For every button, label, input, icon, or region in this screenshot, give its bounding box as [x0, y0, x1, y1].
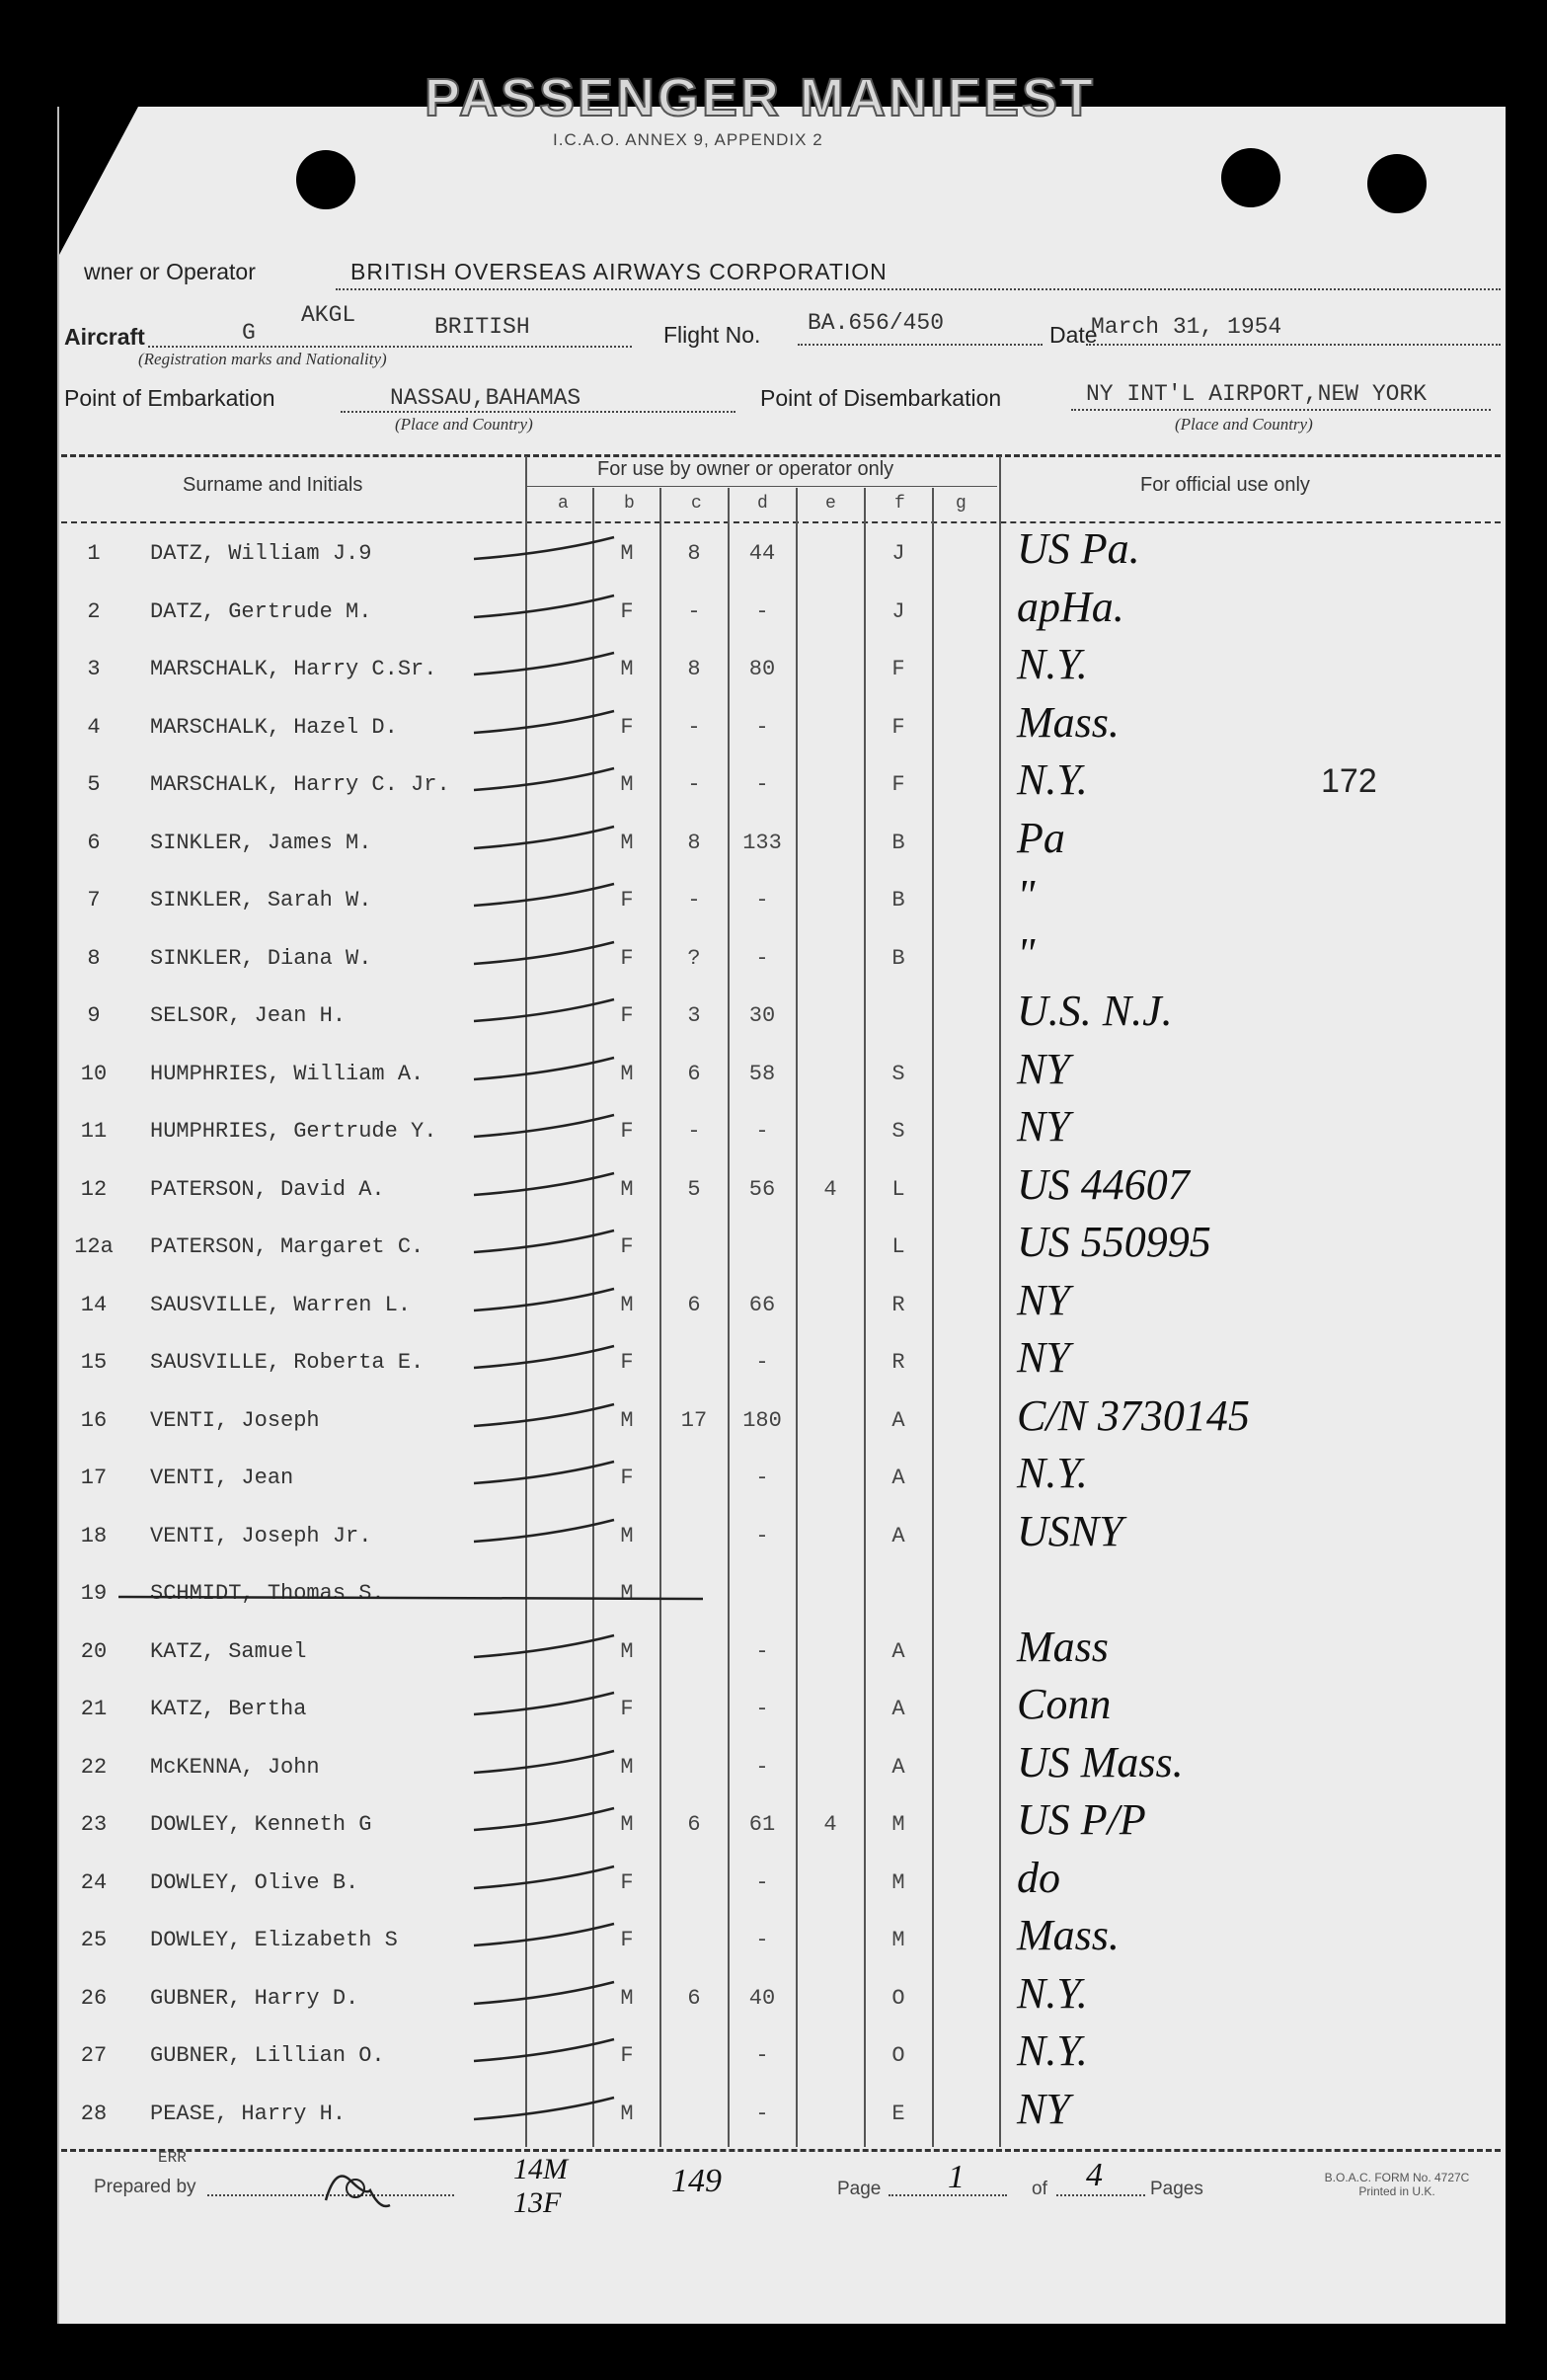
check-stroke — [474, 1346, 614, 1368]
official-note: US P/P — [1017, 1795, 1146, 1844]
cell-c: - — [755, 1466, 769, 1490]
passenger-name: PATERSON, Margaret C. — [150, 1234, 425, 1259]
cell-a-sex: F — [620, 715, 634, 740]
cell-a-sex: F — [620, 1928, 634, 1952]
official-note: Conn — [1017, 1680, 1112, 1728]
subcol-g: g — [956, 494, 967, 514]
column-header-owner: For use by owner or operator only — [597, 458, 894, 480]
row-number: 12a — [74, 1234, 114, 1259]
row-number: 19 — [80, 1581, 108, 1606]
disembarkation-note: (Place and Country) — [1175, 415, 1313, 434]
cell-f: A — [891, 1697, 905, 1721]
document-subtitle: I.C.A.O. ANNEX 9, APPENDIX 2 — [553, 130, 823, 149]
subcol-f: f — [894, 494, 905, 514]
cell-f: L — [891, 1234, 905, 1259]
row-number: 12 — [80, 1177, 108, 1202]
date-value: March 31, 1954 — [1091, 314, 1282, 340]
row-number: 8 — [87, 946, 101, 971]
cell-c: - — [755, 1755, 769, 1780]
cell-f: B — [891, 946, 905, 971]
cell-b: 8 — [687, 657, 701, 681]
passenger-name: SAUSVILLE, Warren L. — [150, 1293, 412, 1317]
passenger-name: MARSCHALK, Harry C.Sr. — [150, 657, 437, 681]
cell-a-sex: M — [620, 1524, 634, 1548]
official-note: US Pa. — [1017, 524, 1140, 573]
column-header-name: Surname and Initials — [183, 474, 363, 496]
cell-f: M — [891, 1870, 905, 1895]
passenger-name: HUMPHRIES, Gertrude Y. — [150, 1119, 437, 1144]
check-stroke — [474, 711, 614, 733]
cell-a-sex: F — [620, 599, 634, 624]
cell-a-sex: M — [620, 541, 634, 566]
official-note: N.Y. — [1017, 1449, 1088, 1497]
cell-a-sex: M — [620, 1755, 634, 1780]
official-note: " — [1017, 929, 1036, 978]
cell-b: 6 — [687, 1986, 701, 2011]
cell-a-sex: M — [620, 1408, 634, 1433]
cell-c: - — [755, 1639, 769, 1664]
cell-c: 133 — [742, 831, 782, 855]
passenger-name: McKENNA, John — [150, 1755, 320, 1780]
check-stroke — [474, 1982, 614, 2004]
official-note: N.Y. — [1017, 640, 1088, 688]
cell-a-sex: M — [620, 1812, 634, 1837]
cell-f: A — [891, 1408, 905, 1433]
check-stroke — [474, 1808, 614, 1830]
aircraft-reg-prefix: G — [242, 320, 256, 346]
cell-a-sex: M — [620, 1986, 634, 2011]
cell-a-sex: F — [620, 1003, 634, 1028]
official-note: N.Y. — [1017, 2026, 1088, 2075]
passenger-name: DATZ, Gertrude M. — [150, 599, 372, 624]
total-pages: 4 — [1086, 2157, 1103, 2193]
cell-f: A — [891, 1639, 905, 1664]
cell-c: 61 — [748, 1812, 776, 1837]
check-stroke — [474, 999, 614, 1021]
row-number: 23 — [80, 1812, 108, 1837]
check-stroke — [474, 1173, 614, 1195]
passenger-name: SINKLER, Sarah W. — [150, 888, 372, 912]
cell-c: 180 — [742, 1408, 782, 1433]
disembarkation-value: NY INT'L AIRPORT,NEW YORK — [1086, 381, 1428, 407]
aircraft-nationality: BRITISH — [434, 314, 530, 340]
passenger-name: DOWLEY, Kenneth G — [150, 1812, 372, 1837]
cell-b: - — [687, 599, 701, 624]
signature-scrawl — [316, 2161, 395, 2220]
of-label: of — [1032, 2179, 1047, 2199]
subcol-b: b — [624, 494, 635, 514]
passenger-name: HUMPHRIES, William A. — [150, 1062, 425, 1086]
aircraft-note: (Registration marks and Nationality) — [138, 350, 387, 368]
cell-d: 4 — [823, 1177, 837, 1202]
cell-f: O — [891, 1986, 905, 2011]
cell-f: S — [891, 1119, 905, 1144]
passenger-name: DOWLEY, Elizabeth S — [150, 1928, 398, 1952]
passenger-name: VENTI, Joseph Jr. — [150, 1524, 372, 1548]
cell-a-sex: F — [620, 888, 634, 912]
official-note: NY — [1017, 2085, 1070, 2133]
cell-f: A — [891, 1524, 905, 1548]
passenger-name: SINKLER, Diana W. — [150, 946, 372, 971]
disembarkation-label: Point of Disembarkation — [760, 385, 1002, 411]
cell-a-sex: F — [620, 2043, 634, 2068]
date-label: Date — [1049, 322, 1098, 348]
cell-c: - — [755, 599, 769, 624]
cell-a-sex: M — [620, 1639, 634, 1664]
aircraft-label: Aircraft — [64, 324, 145, 350]
cell-c: - — [755, 946, 769, 971]
subcol-a: a — [558, 494, 569, 514]
official-note: Mass. — [1017, 1911, 1120, 1959]
official-note: NY — [1017, 1045, 1070, 1093]
check-stroke — [474, 1520, 614, 1542]
official-note: N.Y. — [1017, 755, 1088, 804]
cell-f: R — [891, 1350, 905, 1375]
cell-a-sex: F — [620, 1697, 634, 1721]
official-note: do — [1017, 1854, 1060, 1902]
check-stroke — [474, 1751, 614, 1773]
check-stroke — [474, 2098, 614, 2119]
initials: ERR — [158, 2149, 187, 2167]
cell-b: ? — [687, 946, 701, 971]
official-note: C/N 3730145 — [1017, 1391, 1250, 1440]
row-number: 15 — [80, 1350, 108, 1375]
official-note: NY — [1017, 1102, 1070, 1150]
cell-a-sex: M — [620, 657, 634, 681]
row-number: 28 — [80, 2102, 108, 2126]
passenger-name: GUBNER, Lillian O. — [150, 2043, 385, 2068]
check-stroke — [474, 595, 614, 617]
owner-value: BRITISH OVERSEAS AIRWAYS CORPORATION — [350, 259, 888, 284]
prepared-by-label: Prepared by — [94, 2177, 196, 2197]
check-stroke — [474, 537, 614, 559]
official-note: N.Y. — [1017, 1969, 1088, 2018]
cell-c: - — [755, 1697, 769, 1721]
cell-f: L — [891, 1177, 905, 1202]
cell-c: 58 — [748, 1062, 776, 1086]
row-number: 7 — [87, 888, 101, 912]
cell-b: 17 — [680, 1408, 708, 1433]
cell-b: 8 — [687, 831, 701, 855]
passenger-name: SAUSVILLE, Roberta E. — [150, 1350, 425, 1375]
cell-b: 6 — [687, 1812, 701, 1837]
passenger-name: SELSOR, Jean H. — [150, 1003, 347, 1028]
cell-a-sex: F — [620, 1234, 634, 1259]
cell-f: S — [891, 1062, 905, 1086]
form-number — [1293, 2171, 1501, 2198]
row-number: 5 — [87, 772, 101, 797]
cell-c: - — [755, 2043, 769, 2068]
passenger-name: GUBNER, Harry D. — [150, 1986, 359, 2011]
cell-a-sex: F — [620, 1350, 634, 1375]
passenger-name: VENTI, Joseph — [150, 1408, 320, 1433]
cell-f: B — [891, 888, 905, 912]
cell-c: - — [755, 1524, 769, 1548]
check-stroke — [474, 884, 614, 906]
cell-b: 3 — [687, 1003, 701, 1028]
cell-c: - — [755, 888, 769, 912]
cell-c: - — [755, 2102, 769, 2126]
check-stroke — [474, 1635, 614, 1657]
row-number: 26 — [80, 1986, 108, 2011]
page-number: 1 — [948, 2159, 965, 2195]
subcol-e: e — [825, 494, 836, 514]
official-note: Mass. — [1017, 698, 1120, 747]
document-title: PASSENGER MANIFEST — [424, 68, 1097, 127]
cell-f: A — [891, 1755, 905, 1780]
embarkation-note: (Place and Country) — [395, 415, 533, 434]
check-stroke — [474, 1866, 614, 1888]
passenger-name: PATERSON, David A. — [150, 1177, 385, 1202]
cell-b: - — [687, 888, 701, 912]
cell-c: 56 — [748, 1177, 776, 1202]
cell-f: A — [891, 1466, 905, 1490]
row-number: 20 — [80, 1639, 108, 1664]
embarkation-value: NASSAU,BAHAMAS — [390, 385, 581, 411]
cell-b: 5 — [687, 1177, 701, 1202]
cell-c: - — [755, 1870, 769, 1895]
check-stroke — [474, 1058, 614, 1079]
embarkation-label: Point of Embarkation — [64, 385, 275, 411]
cell-f: M — [891, 1928, 905, 1952]
row-number: 6 — [87, 831, 101, 855]
cell-c: 30 — [748, 1003, 776, 1028]
subcol-d: d — [757, 494, 768, 514]
cell-c: - — [755, 1928, 769, 1952]
row-number: 21 — [80, 1697, 108, 1721]
cell-f: O — [891, 2043, 905, 2068]
check-stroke — [474, 768, 614, 790]
cell-a-sex: M — [620, 1177, 634, 1202]
row-number: 1 — [87, 541, 101, 566]
cell-a-sex: M — [620, 2102, 634, 2126]
cell-c: - — [755, 1350, 769, 1375]
strike-through-line — [118, 1597, 703, 1599]
cell-c: 66 — [748, 1293, 776, 1317]
check-stroke — [474, 942, 614, 964]
form-number-line-2: Printed in U.K. — [1358, 2184, 1435, 2198]
passenger-name: PEASE, Harry H. — [150, 2102, 347, 2126]
official-note: Mass — [1017, 1623, 1109, 1671]
row-number: 17 — [80, 1466, 108, 1490]
check-stroke — [474, 1924, 614, 1945]
table-bottom-rule — [61, 2149, 1501, 2152]
row-number: 25 — [80, 1928, 108, 1952]
check-stroke — [474, 1115, 614, 1137]
official-note: Pa — [1017, 814, 1065, 862]
cell-b: 6 — [687, 1293, 701, 1317]
row-number: 11 — [80, 1119, 108, 1144]
cell-c: 40 — [748, 1986, 776, 2011]
official-note: US 550995 — [1017, 1218, 1211, 1266]
flight-number: BA.656/450 — [808, 310, 945, 336]
check-stroke — [474, 1404, 614, 1426]
cell-a-sex: F — [620, 1119, 634, 1144]
cell-a-sex: M — [620, 1293, 634, 1317]
flight-label: Flight No. — [663, 322, 761, 348]
cell-f: J — [891, 541, 905, 566]
page-label: Page — [837, 2179, 882, 2199]
cell-f: F — [891, 657, 905, 681]
tally-male: 14M — [513, 2153, 568, 2185]
cell-f: R — [891, 1293, 905, 1317]
tally-female: 13F — [513, 2186, 562, 2219]
official-note: apHa. — [1017, 583, 1124, 631]
cell-c: 80 — [748, 657, 776, 681]
row-number: 24 — [80, 1870, 108, 1895]
passenger-name: DOWLEY, Olive B. — [150, 1870, 359, 1895]
form-number-line-1: B.O.A.C. FORM No. 4727C — [1324, 2171, 1470, 2184]
row-number: 27 — [80, 2043, 108, 2068]
cell-a-sex: F — [620, 1870, 634, 1895]
check-stroke — [474, 827, 614, 848]
passenger-name: MARSCHALK, Harry C. Jr. — [150, 772, 450, 797]
cell-b: 8 — [687, 541, 701, 566]
pages-label: Pages — [1150, 2179, 1203, 2199]
check-stroke — [474, 1693, 614, 1714]
row-number: 22 — [80, 1755, 108, 1780]
cell-f: E — [891, 2102, 905, 2126]
row-number: 16 — [80, 1408, 108, 1433]
cell-d: 4 — [823, 1812, 837, 1837]
official-note: NY — [1017, 1276, 1070, 1324]
check-stroke — [474, 653, 614, 674]
cell-c: 44 — [748, 541, 776, 566]
cell-a-sex: F — [620, 946, 634, 971]
cell-c: - — [755, 715, 769, 740]
passenger-name: SINKLER, James M. — [150, 831, 372, 855]
subcol-c: c — [691, 494, 702, 514]
cell-f: F — [891, 715, 905, 740]
cell-c: - — [755, 1119, 769, 1144]
page-stamp-number: 172 — [1321, 762, 1377, 800]
cell-a-sex: M — [620, 831, 634, 855]
cell-a-sex: M — [620, 772, 634, 797]
row-number: 3 — [87, 657, 101, 681]
check-stroke — [474, 1230, 614, 1252]
official-note: US Mass. — [1017, 1738, 1184, 1786]
cell-b: - — [687, 1119, 701, 1144]
of-line — [1056, 2194, 1145, 2196]
row-number: 4 — [87, 715, 101, 740]
aircraft-registration: AKGL — [301, 302, 356, 328]
official-note: US 44607 — [1017, 1160, 1190, 1209]
row-number: 10 — [80, 1062, 108, 1086]
cell-f: B — [891, 831, 905, 855]
owner-label: wner or Operator — [84, 259, 256, 284]
check-stroke — [474, 1462, 614, 1483]
cell-a-sex: F — [620, 1466, 634, 1490]
check-stroke — [474, 2039, 614, 2061]
passenger-name: KATZ, Bertha — [150, 1697, 307, 1721]
cell-b: - — [687, 715, 701, 740]
official-note: NY — [1017, 1333, 1070, 1382]
passenger-name: VENTI, Jean — [150, 1466, 294, 1490]
cell-f: M — [891, 1812, 905, 1837]
passenger-name: MARSCHALK, Hazel D. — [150, 715, 398, 740]
row-number: 9 — [87, 1003, 101, 1028]
row-number: 14 — [80, 1293, 108, 1317]
column-header-official: For official use only — [1140, 474, 1310, 496]
passenger-name: SCHMIDT, Thomas S. — [150, 1581, 385, 1606]
cell-f: J — [891, 599, 905, 624]
row-number: 2 — [87, 599, 101, 624]
official-note: " — [1017, 871, 1036, 919]
passenger-name: DATZ, William J.9 — [150, 541, 372, 566]
tally-total: 149 — [671, 2163, 722, 2199]
row-number: 18 — [80, 1524, 108, 1548]
cell-b: 6 — [687, 1062, 701, 1086]
passenger-name: KATZ, Samuel — [150, 1639, 307, 1664]
cell-a-sex: M — [620, 1062, 634, 1086]
cell-f: F — [891, 772, 905, 797]
official-note: USNY — [1017, 1507, 1123, 1555]
cell-a-sex: M — [620, 1581, 634, 1606]
official-note: U.S. N.J. — [1017, 987, 1173, 1035]
cell-c: - — [755, 772, 769, 797]
cell-b: - — [687, 772, 701, 797]
check-stroke — [474, 1289, 614, 1310]
